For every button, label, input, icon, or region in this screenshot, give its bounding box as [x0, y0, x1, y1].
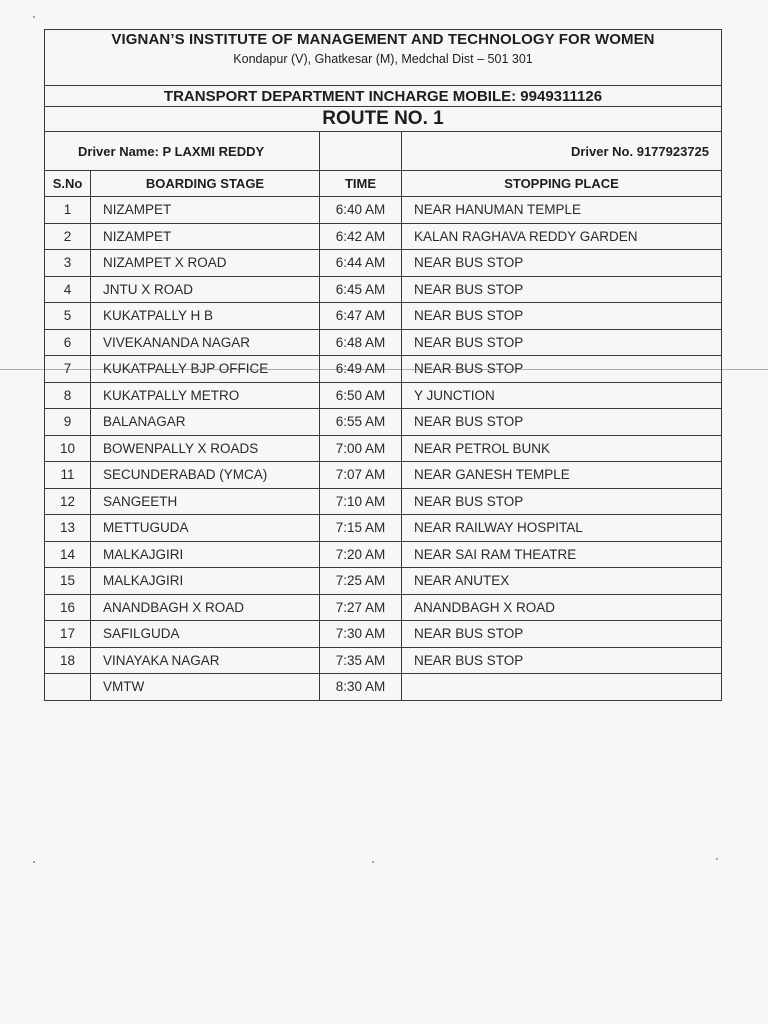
- route-number: ROUTE NO. 1: [45, 107, 722, 132]
- cell-stopping-place: NEAR GANESH TEMPLE: [402, 462, 722, 489]
- cell-sno: 15: [45, 568, 91, 595]
- cell-time: 7:35 AM: [320, 647, 402, 674]
- cell-stopping-place: NEAR BUS STOP: [402, 303, 722, 330]
- cell-stopping-place: Y JUNCTION: [402, 382, 722, 409]
- column-header-stopping-place: STOPPING PLACE: [402, 171, 722, 197]
- scan-speck: [372, 861, 374, 863]
- column-header-sno: S.No: [45, 171, 91, 197]
- cell-boarding-stage: VIVEKANANDA NAGAR: [91, 329, 320, 356]
- scan-artifact-line: [0, 369, 768, 370]
- cell-sno: 1: [45, 197, 91, 224]
- scan-speck: [33, 861, 35, 863]
- cell-boarding-stage: MALKAJGIRI: [91, 541, 320, 568]
- driver-blank-cell: [320, 132, 402, 171]
- cell-time: 6:40 AM: [320, 197, 402, 224]
- cell-boarding-stage: ANANDBAGH X ROAD: [91, 594, 320, 621]
- cell-stopping-place: NEAR BUS STOP: [402, 647, 722, 674]
- cell-time: 6:55 AM: [320, 409, 402, 436]
- cell-sno: 11: [45, 462, 91, 489]
- table-row: [45, 223, 722, 250]
- column-header-boarding-stage: BOARDING STAGE: [91, 171, 320, 197]
- institute-name: VIGNAN’S INSTITUTE OF MANAGEMENT AND TECHNOLOGY FOR WOMEN: [111, 31, 655, 48]
- cell-sno: 10: [45, 435, 91, 462]
- cell-stopping-place: NEAR BUS STOP: [402, 276, 722, 303]
- cell-time: 7:27 AM: [320, 594, 402, 621]
- table-row: [45, 621, 722, 648]
- cell-boarding-stage: JNTU X ROAD: [91, 276, 320, 303]
- table-row: [45, 541, 722, 568]
- cell-boarding-stage: METTUGUDA: [91, 515, 320, 542]
- cell-boarding-stage: NIZAMPET: [91, 197, 320, 224]
- cell-sno: 18: [45, 647, 91, 674]
- cell-time: 6:47 AM: [320, 303, 402, 330]
- cell-boarding-stage: SANGEETH: [91, 488, 320, 515]
- table-row: [45, 329, 722, 356]
- cell-stopping-place: NEAR BUS STOP: [402, 250, 722, 277]
- driver-name: Driver Name: P LAXMI REDDY: [45, 132, 320, 171]
- cell-sno: 5: [45, 303, 91, 330]
- table-row: [45, 488, 722, 515]
- cell-sno: 17: [45, 621, 91, 648]
- cell-sno: 16: [45, 594, 91, 621]
- cell-stopping-place: NEAR RAILWAY HOSPITAL: [402, 515, 722, 542]
- table-row: [45, 647, 722, 674]
- cell-boarding-stage: MALKAJGIRI: [91, 568, 320, 595]
- cell-sno: 2: [45, 223, 91, 250]
- cell-boarding-stage: KUKATPALLY METRO: [91, 382, 320, 409]
- driver-number: Driver No. 9177923725: [402, 132, 722, 171]
- cell-boarding-stage: SECUNDERABAD (YMCA): [91, 462, 320, 489]
- cell-time: 7:25 AM: [320, 568, 402, 595]
- cell-boarding-stage: VMTW: [91, 674, 320, 701]
- column-header-row: [45, 171, 722, 197]
- table-row: [45, 568, 722, 595]
- cell-sno: 12: [45, 488, 91, 515]
- cell-sno: 13: [45, 515, 91, 542]
- cell-time: 6:45 AM: [320, 276, 402, 303]
- cell-stopping-place: [402, 674, 722, 701]
- table-row: [45, 594, 722, 621]
- cell-stopping-place: NEAR BUS STOP: [402, 488, 722, 515]
- cell-boarding-stage: NIZAMPET: [91, 223, 320, 250]
- cell-time: 8:30 AM: [320, 674, 402, 701]
- cell-stopping-place: NEAR BUS STOP: [402, 409, 722, 436]
- cell-sno: [45, 674, 91, 701]
- cell-sno: 8: [45, 382, 91, 409]
- cell-time: 7:07 AM: [320, 462, 402, 489]
- cell-stopping-place: NEAR HANUMAN TEMPLE: [402, 197, 722, 224]
- table-row: [45, 197, 722, 224]
- cell-boarding-stage: KUKATPALLY H B: [91, 303, 320, 330]
- cell-stopping-place: NEAR BUS STOP: [402, 621, 722, 648]
- route-sheet: [44, 29, 721, 701]
- table-row: [45, 674, 722, 701]
- cell-stopping-place: NEAR PETROL BUNK: [402, 435, 722, 462]
- table-row: [45, 382, 722, 409]
- institute-address: Kondapur (V), Ghatkesar (M), Medchal Dist – 501 301: [233, 52, 533, 66]
- cell-boarding-stage: SAFILGUDA: [91, 621, 320, 648]
- table-row: [45, 409, 722, 436]
- cell-sno: 3: [45, 250, 91, 277]
- cell-boarding-stage: KUKATPALLY BJP OFFICE: [91, 356, 320, 383]
- cell-boarding-stage: BALANAGAR: [91, 409, 320, 436]
- cell-sno: 14: [45, 541, 91, 568]
- scan-speck: [33, 16, 35, 18]
- cell-time: 6:42 AM: [320, 223, 402, 250]
- cell-time: 6:49 AM: [320, 356, 402, 383]
- cell-stopping-place: NEAR BUS STOP: [402, 329, 722, 356]
- cell-sno: 7: [45, 356, 91, 383]
- table-row: [45, 515, 722, 542]
- institute-header: [45, 30, 722, 86]
- cell-boarding-stage: NIZAMPET X ROAD: [91, 250, 320, 277]
- cell-boarding-stage: BOWENPALLY X ROADS: [91, 435, 320, 462]
- cell-sno: 6: [45, 329, 91, 356]
- table-row: [45, 303, 722, 330]
- cell-sno: 4: [45, 276, 91, 303]
- cell-stopping-place: NEAR SAI RAM THEATRE: [402, 541, 722, 568]
- table-row: [45, 435, 722, 462]
- table-row: [45, 276, 722, 303]
- cell-sno: 9: [45, 409, 91, 436]
- cell-time: 7:30 AM: [320, 621, 402, 648]
- cell-time: 7:20 AM: [320, 541, 402, 568]
- cell-stopping-place: ANANDBAGH X ROAD: [402, 594, 722, 621]
- table-row: [45, 250, 722, 277]
- scan-speck: [716, 858, 718, 860]
- cell-time: 7:15 AM: [320, 515, 402, 542]
- cell-stopping-place: KALAN RAGHAVA REDDY GARDEN: [402, 223, 722, 250]
- cell-stopping-place: NEAR ANUTEX: [402, 568, 722, 595]
- cell-time: 7:00 AM: [320, 435, 402, 462]
- cell-time: 7:10 AM: [320, 488, 402, 515]
- table-row: [45, 462, 722, 489]
- column-header-time: TIME: [320, 171, 402, 197]
- cell-time: 6:44 AM: [320, 250, 402, 277]
- route-table: [44, 29, 722, 701]
- cell-boarding-stage: VINAYAKA NAGAR: [91, 647, 320, 674]
- cell-time: 6:50 AM: [320, 382, 402, 409]
- cell-stopping-place: NEAR BUS STOP: [402, 356, 722, 383]
- transport-incharge: TRANSPORT DEPARTMENT INCHARGE MOBILE: 9949311126: [45, 86, 722, 107]
- cell-time: 6:48 AM: [320, 329, 402, 356]
